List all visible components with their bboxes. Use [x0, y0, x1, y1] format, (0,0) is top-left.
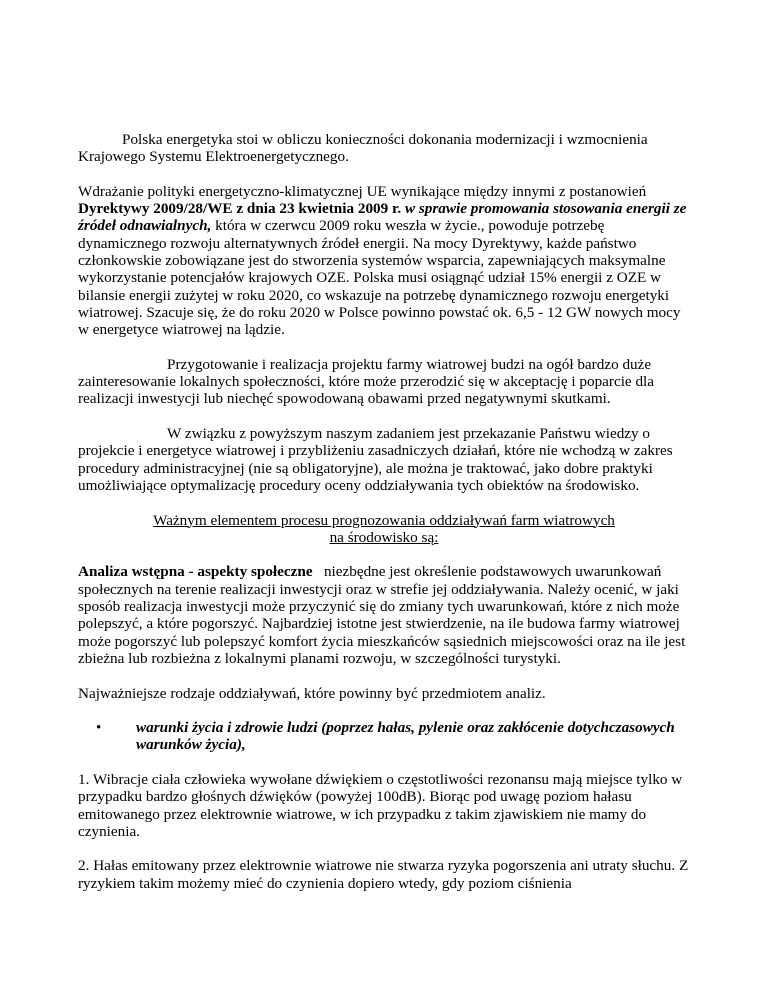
paragraph-impacts: Najważniejsze rodzaje oddziaływań, które powinny być przedmiotem analiz. — [78, 684, 546, 702]
bullet-icon: • — [96, 719, 102, 737]
paragraph-intro: Polska energetyka stoi w obliczu konieczności dokonania modernizacji i wzmocnienia Krajowego Systemu Elektroenergetycznego. — [78, 131, 648, 166]
list-item — [78, 719, 690, 754]
paragraph-directive — [78, 183, 690, 339]
directive-text-d: która w czerwcu 2009 roku weszła w życie., powoduje potrzebę dynamicznego rozwoju alternatywnych źródeł energii. Na mocy Dyrektywy, każde państwo członkowskie zobowiązane jest do stworzenia systemów wsparcia, zapewniających maksymalne wykorzystanie potencjałów krajowych OZE. Polska musi osiągnąć udział 15% energii z OZE w bilansie energii zużytej w roku 2020, co wskazuje na potrzebę dynamicznego rozwoju energetyki wiatrowej. Szacuje się, że do roku 2020 w Polsce powinno powstać ok. 6,5 - 12 GW nowych mocy w energetyce wiatrowej na lądzie. — [78, 217, 681, 339]
list-item-text: warunki życia i zdrowie ludzi (poprzez hałas, pylenie oraz zakłócenie dotychczasowych warunków życia), — [136, 719, 675, 754]
paragraph-preparation: Przygotowanie i realizacja projektu farmy wiatrowej budzi na ogół bardzo duże zainteresowanie lokalnych społeczności, które może przerodzić się w akceptację i poparcie dla realizacji inwestycji lub niechęć spowodowaną obawami przed negatywnymi skutkami. — [78, 355, 655, 408]
section-heading-line1: Ważnym elementem procesu prognozowania oddziaływań farm wiatrowych — [153, 511, 615, 529]
paragraph-point-2: 2. Hałas emitowany przez elektrownie wiatrowe nie stwarza ryzyka pogorszenia ani utraty słuchu. Z ryzykiem takim możemy mieć do czynienia dopiero wtedy, gdy poziom ciśnienia — [78, 857, 689, 892]
section-heading — [78, 512, 690, 547]
paragraph-task: W związku z powyższym naszym zadaniem jest przekazanie Państwu wiedzy o projekcie i energetyce wiatrowej i przybliżeniu zasadniczych działań, które nie wchodzą w zakres procedury administracyjnej (nie są obligatoryjne), ale można je traktować, jako dobre praktyki umożliwiające optymalizację procedury oceny oddziaływania tych obiektów na środowisko. — [78, 425, 673, 494]
section-heading-line2: na środowisko są: — [329, 528, 439, 546]
directive-title: Dyrektywy 2009/28/WE z dnia 23 kwietnia 2009 r. — [78, 200, 402, 218]
analysis-title: Analiza wstępna - aspekty społeczne — [78, 563, 313, 581]
directive-subject: w sprawie promowania stosowania energii ze źródeł odnawialnych, — [78, 200, 687, 235]
analysis-text: niezbędne jest określenie podstawowych uwarunkowań społecznych na terenie realizacji inwestycji oraz w strefie jej oddziaływania. Należy ocenić, w jaki sposób realizacja inwestycji może przyczynić się do zmiany tych uwarunkowań, które z nich może polepszyć, a które pogorszyć. Najbardziej istotne jest stwierdzenie, na ile budowa farmy wiatrowej może pogorszyć lub polepszyć komfort życia mieszkańców sąsiednich miejscowości oraz na ile jest zbieżna lub rozbieżna z lokalnymi planami rozwoju, w szczególności turystyki. — [78, 563, 690, 667]
paragraph-point-1: 1. Wibracje ciała człowieka wywołane dźwiękiem o częstotliwości rezonansu mają miejsce tylko w przypadku bardzo głośnych dźwięków (powyżej 100dB). Biorąc pod uwagę poziom hałasu emitowanego przez elektrownie wiatrowe, w ich przypadku z takim zjawiskiem nie mamy do czynienia. — [78, 770, 683, 840]
document-page — [78, 131, 690, 909]
directive-text-a: Wdrażanie polityki energetyczno-klimatycznej UE wynikające między innymi z postanowień — [78, 182, 647, 200]
paragraph-analysis — [78, 563, 690, 667]
